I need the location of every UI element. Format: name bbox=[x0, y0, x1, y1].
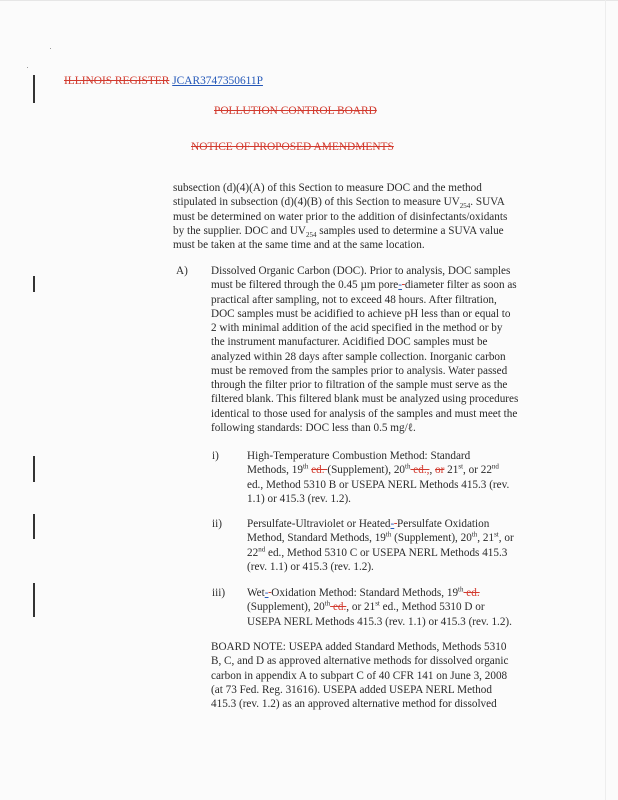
item-i-line: High-Temperature Combustion Method: Standard bbox=[247, 450, 471, 462]
change-bar-section-a bbox=[33, 276, 35, 292]
intro-line: subsection (d)(4)(A) of this Section to measure DOC and the method bbox=[173, 182, 482, 194]
board-note-line: 415.3 (rev. 1.2) as an approved alternative method for dissolved bbox=[211, 698, 497, 710]
item-ii-label: ii) bbox=[212, 518, 222, 530]
item-i-line: Methods, 19th ed. (Supplement), 20th ed.,, or 21st, or 22nd bbox=[247, 462, 499, 477]
board-note-line: (at 73 Fed. Reg. 31616). USEPA added USEPA NERL Method bbox=[211, 683, 492, 696]
change-bar-header bbox=[33, 75, 35, 103]
item-i-line: 1.1) or 415.3 (rev. 1.2). bbox=[247, 492, 351, 505]
board-heading bbox=[214, 104, 377, 118]
section-a-line: analyzed within 28 days after sample collection. Inorganic carbon bbox=[211, 350, 506, 363]
item-iii-label: iii) bbox=[212, 587, 226, 599]
page-edge-top bbox=[0, 0, 618, 1]
section-a-line: Dissolved Organic Carbon (DOC). Prior to analysis, DOC samples bbox=[211, 265, 511, 277]
section-a-line: DOC samples must be acidified to achieve pH less than or equal to bbox=[211, 307, 511, 320]
section-a-line: through the filter prior to filtration of the sample must serve as the bbox=[211, 379, 508, 391]
item-ii-paragraph bbox=[247, 517, 577, 574]
board-note-line: B, C, and D as approved alternative methods for dissolved organic bbox=[211, 655, 509, 668]
item-i-paragraph bbox=[247, 449, 577, 506]
item-ii-line: 22nd ed., Method 5310 C or USEPA NERL Methods 415.3 bbox=[247, 544, 508, 559]
item-ii-line: Method, Standard Methods, 19th (Supplement), 20th, 21st, or bbox=[247, 530, 514, 545]
section-a-line: 2 with minimal addition of the acid specified in the method or by bbox=[211, 322, 503, 334]
change-bar-item-ii bbox=[33, 514, 35, 539]
intro-line: must be taken at the same time and at the same location. bbox=[173, 239, 425, 251]
register-heading bbox=[64, 74, 263, 88]
section-a-line: filtered blank. This filtered blank must be analyzed using procedures bbox=[211, 393, 519, 406]
section-a-line: the instrument manufacturer. Acidified DOC samples must be bbox=[211, 336, 488, 349]
section-a-paragraph bbox=[211, 264, 571, 435]
notice-deleted: NOTICE OF PROPOSED AMENDMENTS bbox=[191, 141, 394, 153]
section-a-label: A) bbox=[176, 265, 188, 277]
section-a-line: identical to those used for analysis of the samples and must meet the bbox=[211, 407, 518, 420]
item-iii-paragraph bbox=[247, 586, 577, 629]
page-edge-right bbox=[605, 0, 606, 800]
speck bbox=[27, 67, 28, 68]
item-iii-line: Wet- Oxidation Method: Standard Methods, 19th ed. bbox=[247, 585, 480, 599]
item-ii-line: Persulfate-Ultraviolet or Heated- Persulfate Oxidation bbox=[247, 518, 490, 530]
register-inserted: JCAR3747350611P bbox=[172, 75, 263, 87]
speck bbox=[50, 48, 51, 49]
section-a-line: must be removed from the samples prior to analysis. Water passed bbox=[211, 364, 508, 377]
change-bar-item-iii bbox=[33, 583, 35, 617]
section-a-line: must be filtered through the 0.45 µm pore- diameter filter as soon as bbox=[211, 279, 517, 292]
intro-paragraph bbox=[173, 181, 573, 252]
register-deleted: ILLINOIS REGISTER bbox=[64, 75, 170, 87]
board-note-paragraph bbox=[211, 640, 576, 711]
section-a-line: following standards: DOC less than 0.5 mg/ℓ. bbox=[211, 421, 416, 434]
intro-line: by the supplier. DOC and $UV_{254}$ samples used to determine a SUVA value bbox=[173, 224, 504, 239]
item-i-line: ed., Method 5310 B or USEPA NERL Methods 415.3 (rev. bbox=[247, 478, 510, 491]
section-a-line: practical after sampling, not to exceed 48 hours. After filtration, bbox=[211, 293, 497, 306]
item-ii-line: (rev. 1.1) or 415.3 (rev. 1.2). bbox=[247, 560, 374, 573]
board-note-line: BOARD NOTE: USEPA added Standard Methods, Methods 5310 bbox=[211, 641, 507, 653]
notice-heading bbox=[191, 140, 394, 154]
board-note-line: carbon in appendix A to subpart C of 40 CFR 141 on June 3, 2008 bbox=[211, 669, 508, 682]
item-iii-line: (Supplement), 20th ed., or 21st ed., Method 5310 D or bbox=[247, 599, 485, 614]
item-iii-line: USEPA NERL Methods 415.3 (rev. 1.1) or 415.3 (rev. 1.2). bbox=[247, 615, 512, 628]
change-bar-item-i bbox=[33, 456, 35, 482]
item-i-label: i) bbox=[212, 450, 219, 462]
board-deleted: POLLUTION CONTROL BOARD bbox=[214, 105, 377, 117]
intro-line: must be determined on water prior to the addition of disinfectants/oxidants bbox=[173, 210, 508, 223]
intro-line: stipulated in subsection (d)(4)(B) of this Section to measure $UV_{254}$. SUVA bbox=[173, 196, 505, 211]
